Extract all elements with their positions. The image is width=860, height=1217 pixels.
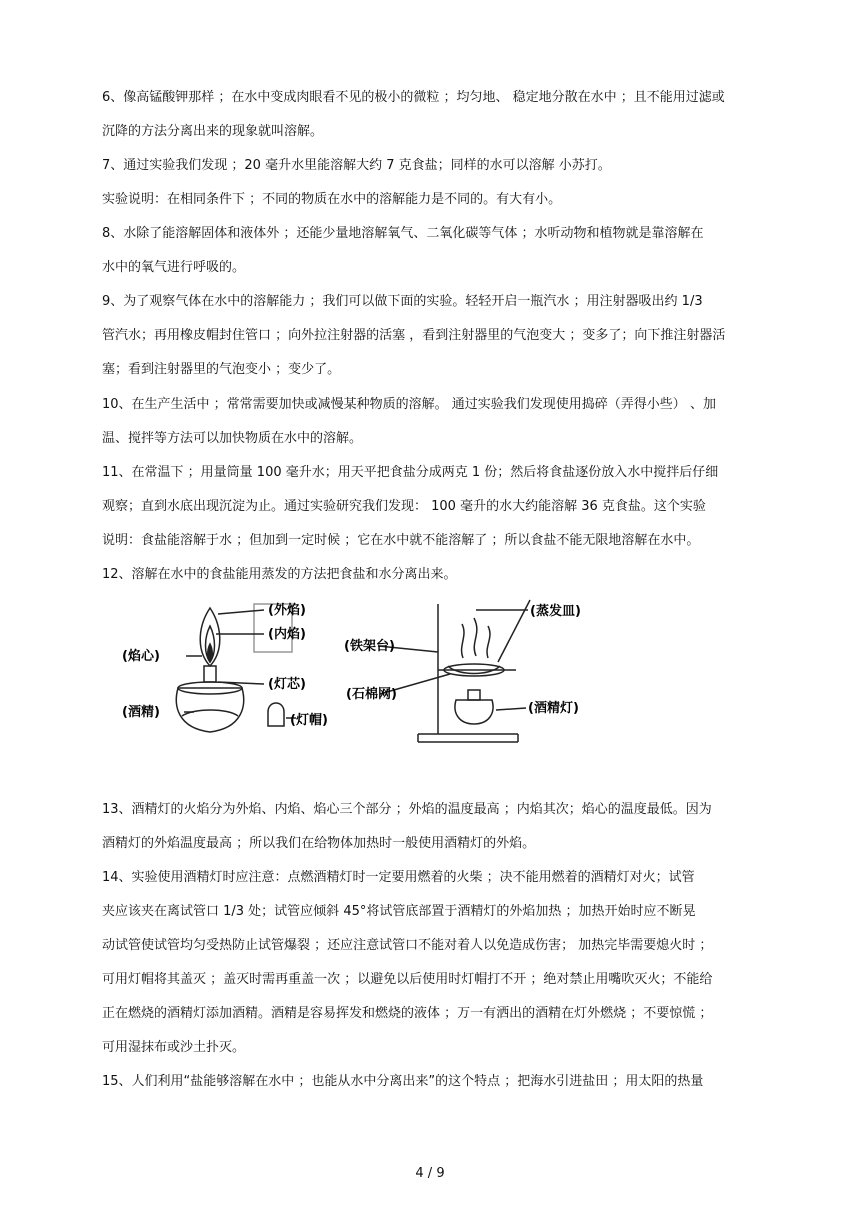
text-line: 6、像高锰酸钾那样 ；在水中变成肉眼看不见的极小的微粒 ；均匀地、 稳定地分散在水中 ；且不能用过滤或 bbox=[102, 90, 725, 105]
text-line: 14、实验使用酒精灯时应注意：点燃酒精灯时一定要用燃着的火柴 ；决不能用燃着的酒精灯对火；试管 bbox=[102, 870, 695, 885]
label-wick: (灯芯) bbox=[268, 677, 306, 692]
text-line: 夹应该夹在离试管口 1/3 处；试管应倾斜 45°将试管底部置于酒精灯的外焰加热 ；加热开始时应不断晃 bbox=[102, 904, 696, 919]
label-alcohol: (酒精) bbox=[122, 705, 160, 720]
text-line: 可用灯帽将其盖灭 ；盖灭时需再重盖一次 ；以避免以后使用时灯帽打不开 ；绝对禁止用嘴吹灭火；不能给 bbox=[102, 972, 713, 987]
text-line: 实验说明：在相同条件下 ；不同的物质在水中的溶解能力是不同的。有大有小。 bbox=[102, 192, 562, 207]
lab-apparatus-figure bbox=[118, 596, 638, 746]
text-line: 15、人们利用“盐能够溶解在水中 ；也能从水中分离出来”的这个特点 ；把海水引进盐田 ；用太阳的热量 bbox=[102, 1074, 704, 1089]
text-line: 9、为了观察气体在水中的溶解能力 ；我们可以做下面的实验。轻轻开启一瓶汽水 ；用注射器吸出约 1/3 bbox=[102, 294, 703, 309]
page-number: 4 / 9 bbox=[415, 1166, 445, 1181]
text-line: 温、搅拌等方法可以加快物质在水中的溶解。 bbox=[102, 431, 363, 446]
text-line: 可用湿抹布或沙土扑灭。 bbox=[102, 1040, 246, 1055]
text-line: 13、酒精灯的火焰分为外焰、内焰、焰心三个部分 ；外焰的温度最高 ；内焰其次；焰心的温度最低。因为 bbox=[102, 802, 712, 817]
text-line: 酒精灯的外焰温度最高 ；所以我们在给物体加热时一般使用酒精灯的外焰。 bbox=[102, 836, 536, 851]
text-line: 动试管使试管均匀受热防止试管爆裂 ；还应注意试管口不能对着人以免造成伤害； 加热完毕需要熄火时 ； bbox=[102, 938, 713, 953]
label-evaporating-dish: (蒸发皿) bbox=[530, 604, 581, 619]
label-outer-flame: (外焰) bbox=[268, 603, 306, 618]
label-asbestos-gauze: (石棉网) bbox=[346, 687, 397, 702]
label-inner-flame: (内焰) bbox=[268, 627, 306, 642]
evaporation-setup-labels bbox=[344, 603, 581, 716]
evaporation-setup-diagram bbox=[378, 600, 530, 742]
label-flame-core: (焰心) bbox=[122, 649, 160, 664]
text-line: 正在燃烧的酒精灯添加酒精。酒精是容易挥发和燃烧的液体 ；万一有洒出的酒精在灯外燃烧 ；不要惊慌 ； bbox=[102, 1006, 713, 1021]
text-line: 10、在生产生活中 ；常常需要加快或减慢某种物质的溶解。 通过实验我们发现使用捣碎（弄得小些） 、加 bbox=[102, 397, 716, 412]
label-iron-stand: (铁架台) bbox=[344, 639, 395, 654]
text-line: 沉降的方法分离出来的现象就叫溶解。 bbox=[102, 124, 324, 139]
label-alcohol-lamp: (酒精灯) bbox=[528, 701, 579, 716]
alcohol-lamp-diagram bbox=[176, 604, 296, 732]
text-line: 管汽水；再用橡皮帽封住管口 ；向外拉注射器的活塞 ，看到注射器里的气泡变大 ；变多了；向下推注射器活 bbox=[102, 328, 726, 343]
text-line: 塞；看到注射器里的气泡变小 ；变少了。 bbox=[102, 362, 341, 377]
text-line: 8、水除了能溶解固体和液体外 ；还能少量地溶解氧气、二氧化碳等气体 ；水听动物和植物就是靠溶解在 bbox=[102, 226, 704, 241]
label-lamp-cap: (灯帽) bbox=[290, 713, 328, 728]
text-line: 说明：食盐能溶解于水 ；但加到一定时候 ；它在水中就不能溶解了 ；所以食盐不能无限地溶解在水中。 bbox=[102, 533, 700, 548]
text-line: 水中的氧气进行呼吸的。 bbox=[102, 260, 246, 275]
text-line: 12、溶解在水中的食盐能用蒸发的方法把食盐和水分离出来。 bbox=[102, 567, 457, 582]
text-line: 观察；直到水底出现沉淀为止。通过实验研究我们发现： 100 毫升的水大约能溶解 36 克食盐。这个实验 bbox=[102, 499, 706, 514]
text-line: 7、通过实验我们发现 ；20 毫升水里能溶解大约 7 克食盐；同样的水可以溶解 小苏打。 bbox=[102, 158, 611, 173]
alcohol-lamp-labels bbox=[122, 602, 328, 728]
text-line: 11、在常温下 ；用量筒量 100 毫升水；用天平把食盐分成两克 1 份；然后将食盐逐份放入水中搅拌后仔细 bbox=[102, 465, 719, 480]
